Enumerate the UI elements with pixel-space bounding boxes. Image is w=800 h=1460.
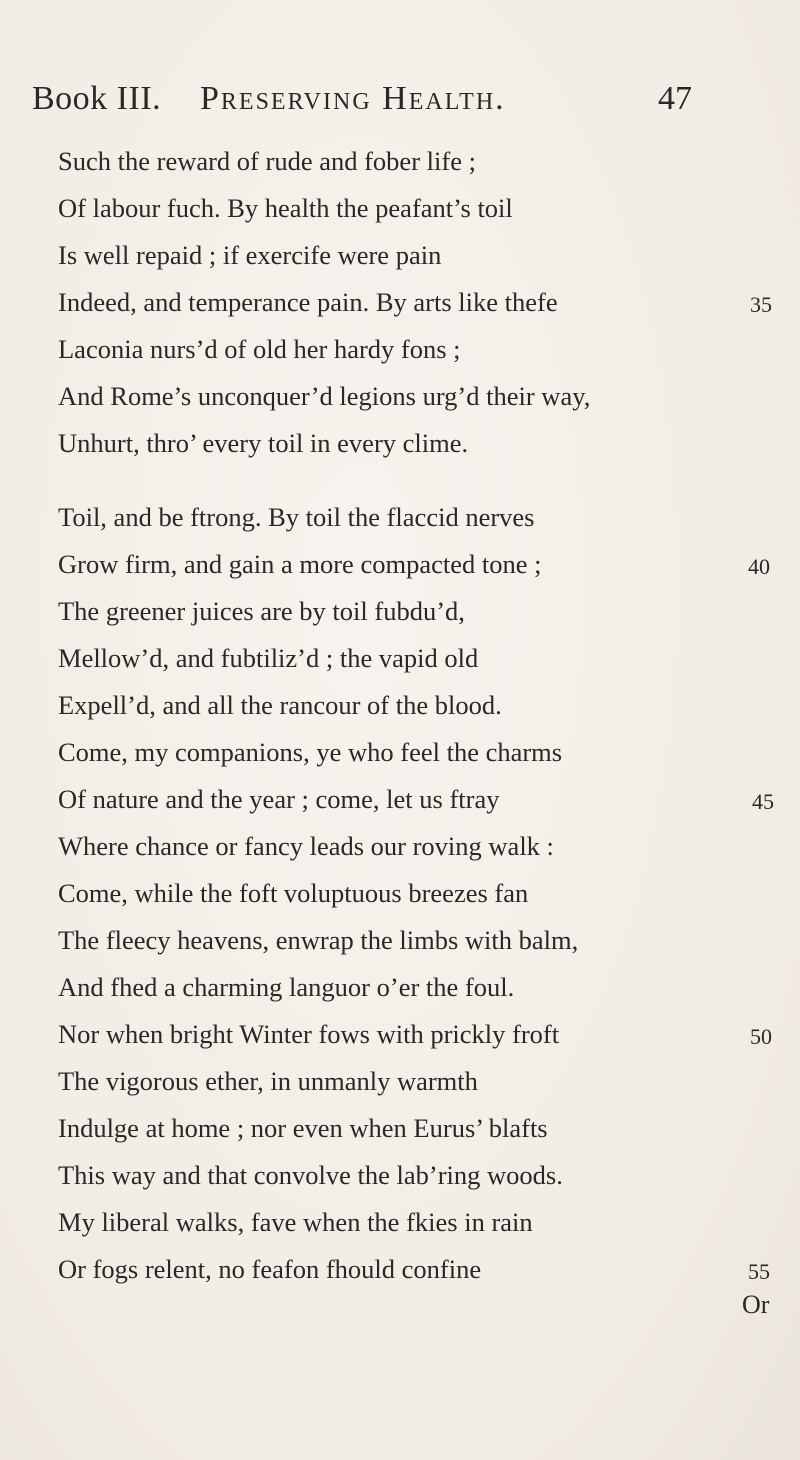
verse-line: Nor when bright Winter fows with prickly froft (58, 1019, 560, 1049)
chapter-title: Preserving Health. (200, 80, 506, 117)
verse-line: Or fogs relent, no feafon fhould confine (58, 1254, 482, 1284)
running-head (32, 80, 692, 130)
verse-line: Toil, and be ftrong. By toil the flaccid nerves (58, 502, 535, 532)
book-label: Book III. (32, 80, 162, 117)
verse-line: Come, my companions, ye who feel the charms (58, 737, 563, 767)
line-number: 50 (750, 1024, 772, 1049)
verse-line: This way and that convolve the lab’ring woods. (58, 1160, 563, 1190)
verse-line: Indeed, and temperance pain. By arts like thefe (58, 287, 558, 317)
line-number: 40 (748, 554, 770, 579)
line-number: 35 (750, 292, 772, 317)
catchword: Or (742, 1290, 770, 1319)
verse-line: Grow firm, and gain a more compacted tone ; (58, 549, 542, 579)
verse-line: The vigorous ether, in unmanly warmth (58, 1066, 478, 1096)
verse-line: My liberal walks, fave when the fkies in rain (58, 1207, 533, 1237)
verse-line: Of labour fuch. By health the peafant’s toil (58, 193, 513, 223)
verse-line: Of nature and the year ; come, let us ftray (58, 784, 500, 814)
verse-line: The greener juices are by toil fubdu’d, (58, 596, 465, 626)
verse-line: Such the reward of rude and fober life ; (58, 146, 476, 176)
verse-line: Is well repaid ; if exercife were pain (58, 240, 442, 270)
line-number: 55 (748, 1259, 770, 1284)
verse-line: Mellow’d, and fubtiliz’d ; the vapid old (58, 643, 479, 673)
verse-line: The fleecy heavens, enwrap the limbs with balm, (58, 925, 579, 955)
page-number: 47 (658, 80, 692, 117)
verse-line: Expell’d, and all the rancour of the blood. (58, 690, 502, 720)
verse-line: And fhed a charming languor o’er the foul. (58, 972, 515, 1002)
line-number: 45 (752, 789, 774, 814)
verse-line: Come, while the foft voluptuous breezes fan (58, 878, 529, 908)
verse-line: Where chance or fancy leads our roving walk : (58, 831, 554, 861)
verse-line: And Rome’s unconquer’d legions urg’d their way, (58, 381, 591, 411)
verse-line: Indulge at home ; nor even when Eurus’ blafts (58, 1113, 548, 1143)
verse-line: Laconia nurs’d of old her hardy fons ; (58, 334, 461, 364)
verse-line: Unhurt, thro’ every toil in every clime. (58, 428, 469, 458)
